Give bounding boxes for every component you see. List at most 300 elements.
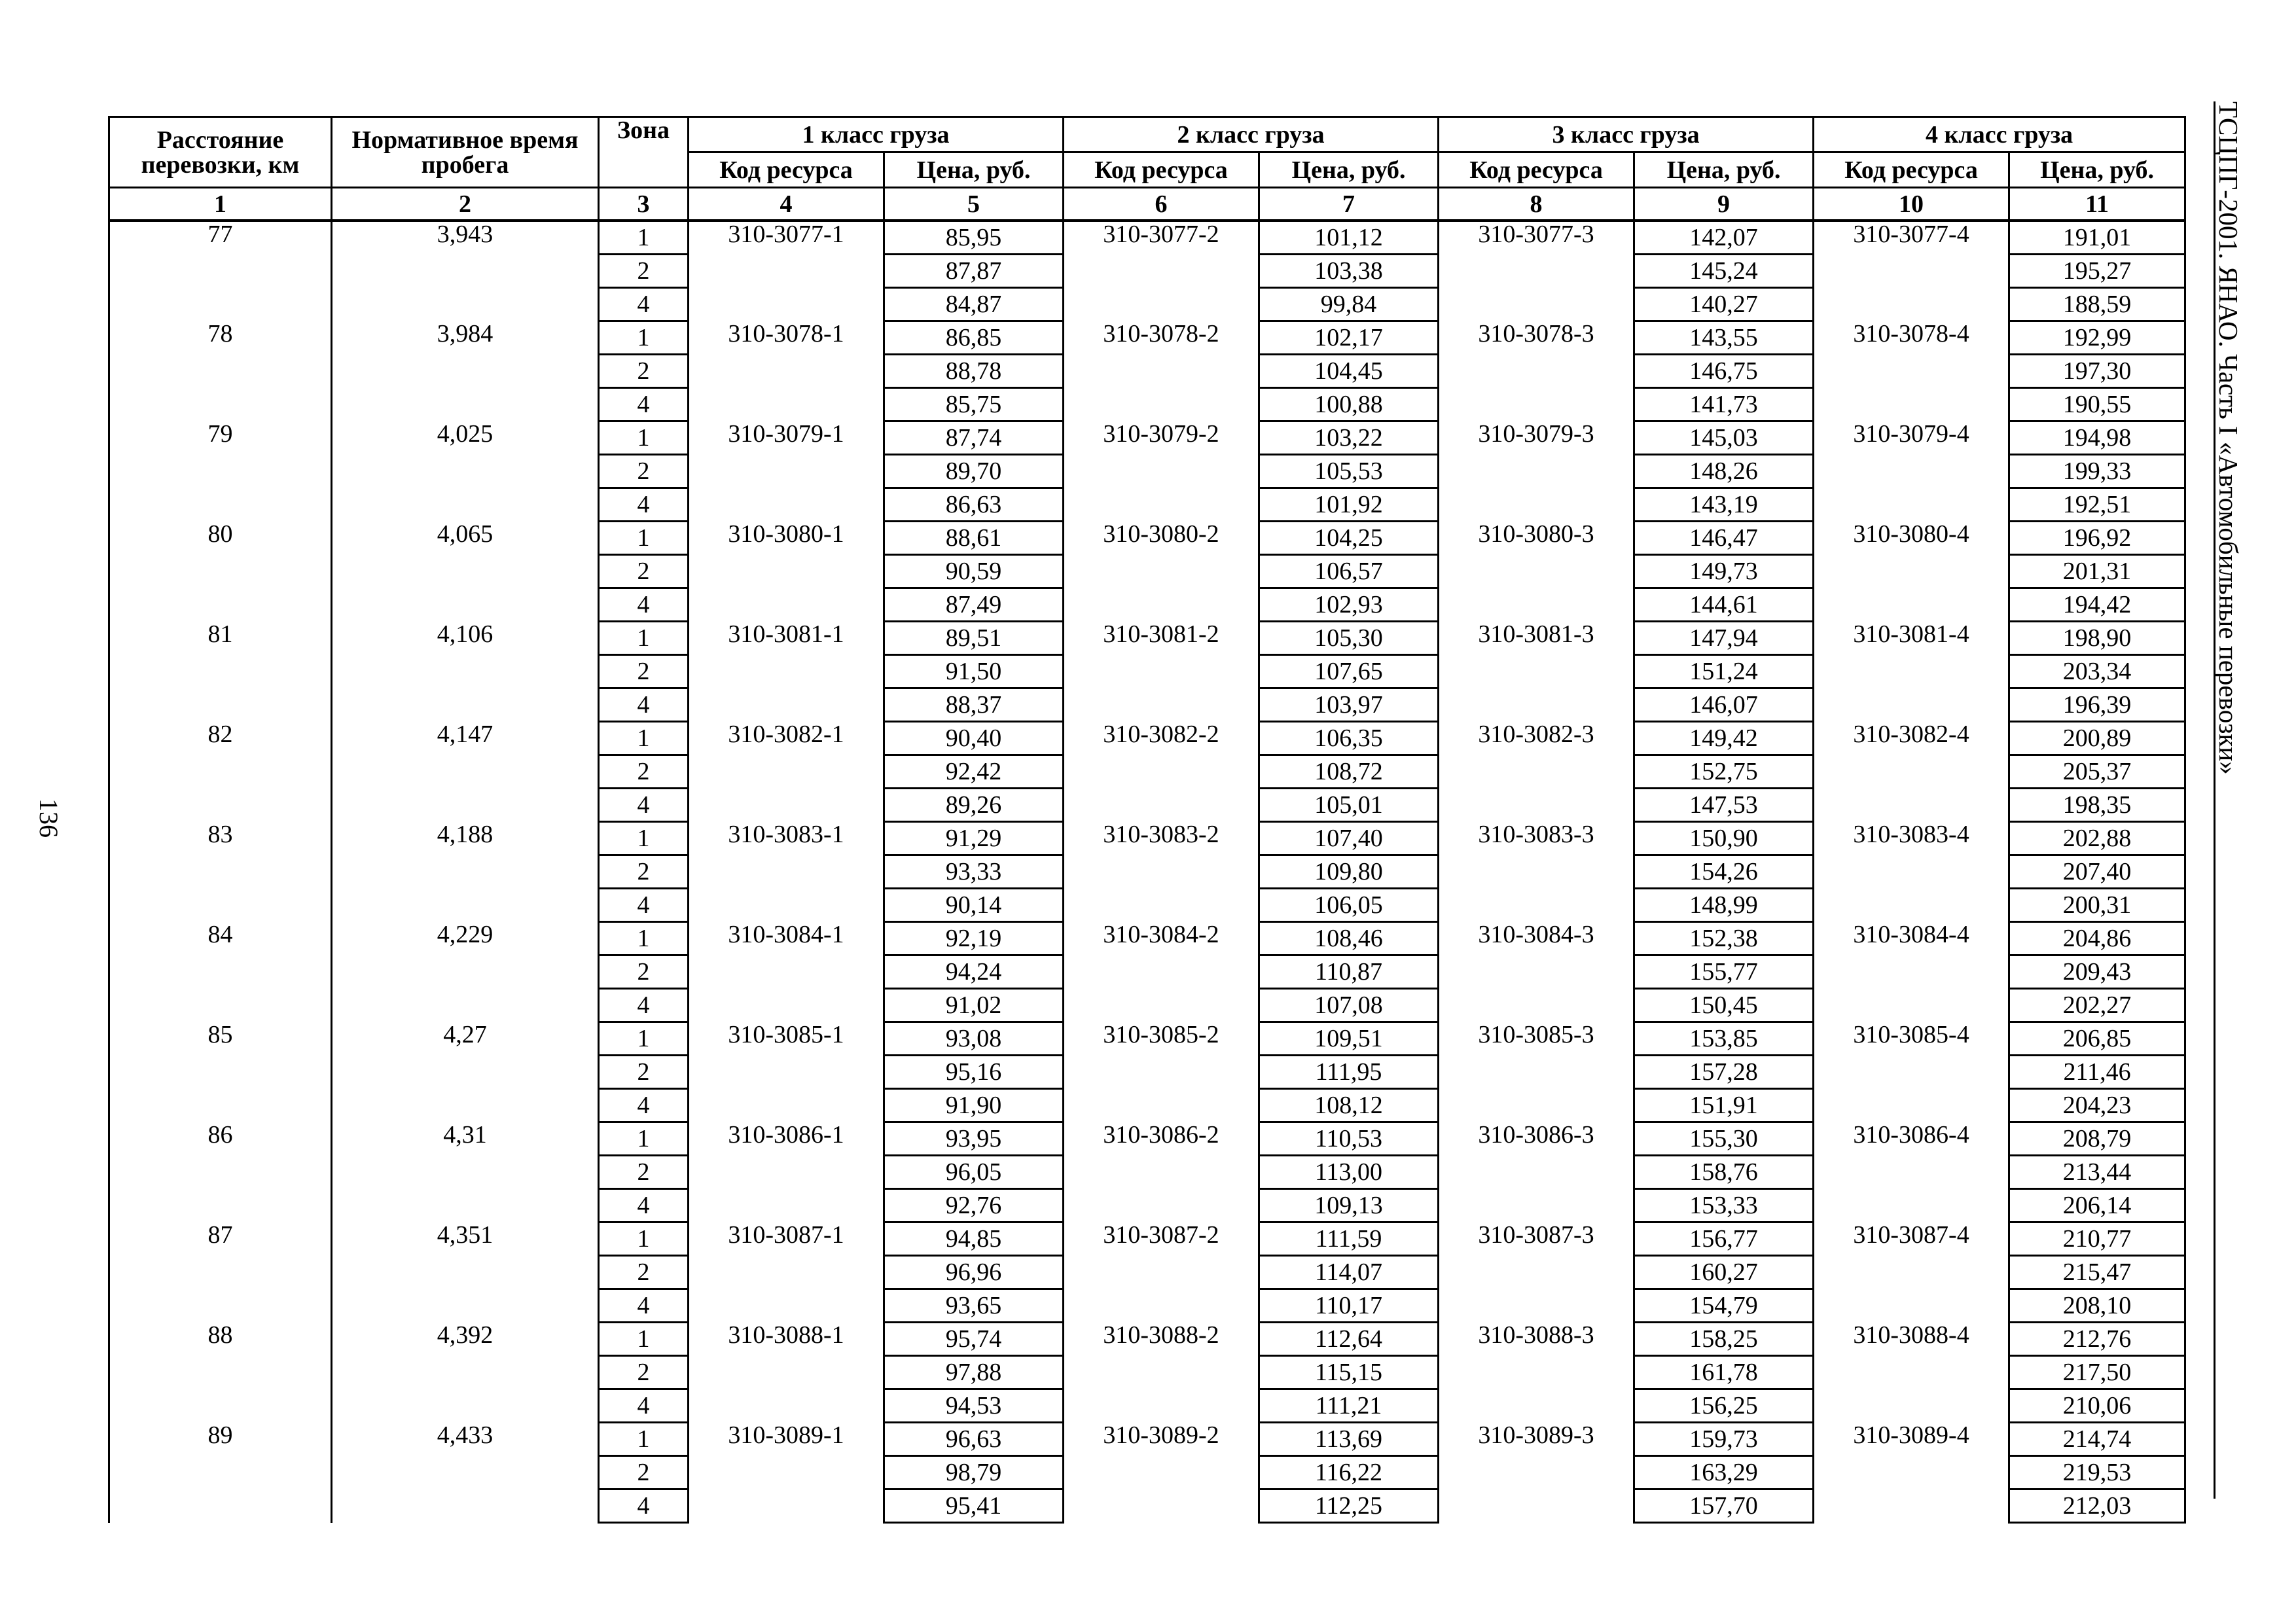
resource-code-cell: 310-3081-2 <box>1064 622 1259 722</box>
zone-cell: 4 <box>599 989 689 1022</box>
distance-cell: 82 <box>109 722 332 822</box>
header-class-4: 4 класс груза <box>1814 117 2185 152</box>
price-cell: 105,01 <box>1259 789 1439 822</box>
resource-code-cell: 310-3080-3 <box>1439 522 1634 622</box>
price-cell: 114,07 <box>1259 1256 1439 1289</box>
price-cell: 208,79 <box>2009 1122 2185 1156</box>
distance-cell: 83 <box>109 822 332 922</box>
price-cell: 102,93 <box>1259 588 1439 622</box>
price-cell: 149,42 <box>1634 722 1814 755</box>
table-row <box>109 622 2185 655</box>
price-cell: 147,53 <box>1634 789 1814 822</box>
price-cell: 200,31 <box>2009 889 2185 922</box>
price-cell: 91,29 <box>884 822 1064 855</box>
run-time-cell: 4,025 <box>332 421 599 522</box>
price-cell: 111,21 <box>1259 1389 1439 1423</box>
price-cell: 115,15 <box>1259 1356 1439 1389</box>
price-cell: 89,26 <box>884 789 1064 822</box>
price-cell: 113,69 <box>1259 1423 1439 1456</box>
price-cell: 202,88 <box>2009 822 2185 855</box>
zone-cell: 1 <box>599 522 689 555</box>
resource-code-cell: 310-3083-1 <box>689 822 884 922</box>
price-cell: 198,90 <box>2009 622 2185 655</box>
resource-code-cell: 310-3086-4 <box>1814 1122 2009 1222</box>
price-cell: 209,43 <box>2009 955 2185 989</box>
resource-code-cell: 310-3079-4 <box>1814 421 2009 522</box>
price-cell: 89,70 <box>884 455 1064 488</box>
price-cell: 88,37 <box>884 688 1064 722</box>
price-cell: 94,24 <box>884 955 1064 989</box>
price-cell: 101,92 <box>1259 488 1439 522</box>
price-cell: 188,59 <box>2009 288 2185 321</box>
column-number: 7 <box>1259 188 1439 221</box>
resource-code-cell: 310-3081-3 <box>1439 622 1634 722</box>
zone-cell: 4 <box>599 789 689 822</box>
price-cell: 206,85 <box>2009 1022 2185 1056</box>
price-cell: 85,75 <box>884 388 1064 421</box>
zone-cell: 2 <box>599 455 689 488</box>
price-table <box>108 116 2186 1524</box>
price-cell: 113,00 <box>1259 1156 1439 1189</box>
distance-cell: 78 <box>109 321 332 421</box>
price-cell: 94,85 <box>884 1222 1064 1256</box>
column-number: 1 <box>109 188 332 221</box>
column-number: 8 <box>1439 188 1634 221</box>
header-code: Код ресурса <box>1814 152 2009 188</box>
table-row <box>109 822 2185 855</box>
run-time-cell: 4,351 <box>332 1222 599 1323</box>
price-cell: 93,95 <box>884 1122 1064 1156</box>
distance-cell: 89 <box>109 1423 332 1523</box>
price-cell: 106,35 <box>1259 722 1439 755</box>
resource-code-cell: 310-3078-2 <box>1064 321 1259 421</box>
price-cell: 111,59 <box>1259 1222 1439 1256</box>
price-cell: 192,99 <box>2009 321 2185 355</box>
price-cell: 84,87 <box>884 288 1064 321</box>
run-time-cell: 4,392 <box>332 1323 599 1423</box>
resource-code-cell: 310-3087-1 <box>689 1222 884 1323</box>
price-cell: 161,78 <box>1634 1356 1814 1389</box>
price-cell: 158,76 <box>1634 1156 1814 1189</box>
resource-code-cell: 310-3077-3 <box>1439 221 1634 321</box>
price-cell: 106,57 <box>1259 555 1439 588</box>
resource-code-cell: 310-3077-2 <box>1064 221 1259 321</box>
resource-code-cell: 310-3083-4 <box>1814 822 2009 922</box>
zone-cell: 4 <box>599 1189 689 1222</box>
side-title: ТСЦПГ-2001. ЯНАО. Часть I «Автомобильные перевозки» <box>2214 101 2244 775</box>
price-cell: 213,44 <box>2009 1156 2185 1189</box>
resource-code-cell: 310-3079-3 <box>1439 421 1634 522</box>
table-row <box>109 1222 2185 1256</box>
zone-cell: 2 <box>599 755 689 789</box>
price-cell: 110,17 <box>1259 1289 1439 1323</box>
price-cell: 109,13 <box>1259 1189 1439 1222</box>
zone-cell: 1 <box>599 1122 689 1156</box>
price-cell: 153,33 <box>1634 1189 1814 1222</box>
price-cell: 212,76 <box>2009 1323 2185 1356</box>
price-cell: 92,76 <box>884 1189 1064 1222</box>
header-class-3: 3 класс груза <box>1439 117 1814 152</box>
price-cell: 210,77 <box>2009 1222 2185 1256</box>
distance-cell: 86 <box>109 1122 332 1222</box>
price-cell: 92,42 <box>884 755 1064 789</box>
resource-code-cell: 310-3088-1 <box>689 1323 884 1423</box>
price-cell: 97,88 <box>884 1356 1064 1389</box>
price-cell: 107,08 <box>1259 989 1439 1022</box>
distance-cell: 77 <box>109 221 332 321</box>
table-row <box>109 1423 2185 1456</box>
zone-cell: 1 <box>599 1222 689 1256</box>
price-cell: 153,85 <box>1634 1022 1814 1056</box>
resource-code-cell: 310-3087-2 <box>1064 1222 1259 1323</box>
price-cell: 87,74 <box>884 421 1064 455</box>
run-time-cell: 4,188 <box>332 822 599 922</box>
price-cell: 146,75 <box>1634 355 1814 388</box>
price-cell: 109,51 <box>1259 1022 1439 1056</box>
price-cell: 151,24 <box>1634 655 1814 688</box>
price-cell: 190,55 <box>2009 388 2185 421</box>
header-code: Код ресурса <box>1439 152 1634 188</box>
table-row <box>109 922 2185 955</box>
price-cell: 155,30 <box>1634 1122 1814 1156</box>
price-cell: 145,24 <box>1634 255 1814 288</box>
price-cell: 86,85 <box>884 321 1064 355</box>
resource-code-cell: 310-3084-3 <box>1439 922 1634 1022</box>
column-number: 11 <box>2009 188 2185 221</box>
zone-cell: 4 <box>599 688 689 722</box>
price-cell: 202,27 <box>2009 989 2185 1022</box>
zone-cell: 2 <box>599 855 689 889</box>
price-cell: 86,63 <box>884 488 1064 522</box>
price-cell: 147,94 <box>1634 622 1814 655</box>
price-cell: 93,08 <box>884 1022 1064 1056</box>
resource-code-cell: 310-3079-2 <box>1064 421 1259 522</box>
price-cell: 105,30 <box>1259 622 1439 655</box>
zone-cell: 4 <box>599 1089 689 1122</box>
run-time-cell: 4,27 <box>332 1022 599 1122</box>
price-cell: 196,39 <box>2009 688 2185 722</box>
resource-code-cell: 310-3089-1 <box>689 1423 884 1523</box>
resource-code-cell: 310-3085-2 <box>1064 1022 1259 1122</box>
run-time-cell: 4,065 <box>332 522 599 622</box>
price-cell: 157,28 <box>1634 1056 1814 1089</box>
price-cell: 144,61 <box>1634 588 1814 622</box>
table-row <box>109 321 2185 355</box>
run-time-cell: 4,31 <box>332 1122 599 1222</box>
resource-code-cell: 310-3082-1 <box>689 722 884 822</box>
zone-cell: 4 <box>599 889 689 922</box>
price-cell: 85,95 <box>884 221 1064 255</box>
header-code: Код ресурса <box>1064 152 1259 188</box>
price-cell: 91,02 <box>884 989 1064 1022</box>
price-cell: 107,40 <box>1259 822 1439 855</box>
table-header <box>109 117 2185 221</box>
price-cell: 201,31 <box>2009 555 2185 588</box>
price-cell: 99,84 <box>1259 288 1439 321</box>
resource-code-cell: 310-3084-4 <box>1814 922 2009 1022</box>
zone-cell: 1 <box>599 622 689 655</box>
zone-cell: 1 <box>599 221 689 255</box>
price-cell: 91,50 <box>884 655 1064 688</box>
price-cell: 196,92 <box>2009 522 2185 555</box>
price-cell: 154,26 <box>1634 855 1814 889</box>
price-cell: 98,79 <box>884 1456 1064 1489</box>
price-cell: 112,25 <box>1259 1489 1439 1523</box>
price-cell: 96,63 <box>884 1423 1064 1456</box>
header-price: Цена, руб. <box>884 152 1064 188</box>
resource-code-cell: 310-3089-3 <box>1439 1423 1634 1523</box>
resource-code-cell: 310-3087-4 <box>1814 1222 2009 1323</box>
run-time-cell: 3,943 <box>332 221 599 321</box>
price-cell: 205,37 <box>2009 755 2185 789</box>
price-cell: 93,65 <box>884 1289 1064 1323</box>
zone-cell: 4 <box>599 588 689 622</box>
resource-code-cell: 310-3088-4 <box>1814 1323 2009 1423</box>
price-cell: 100,88 <box>1259 388 1439 421</box>
price-cell: 156,25 <box>1634 1389 1814 1423</box>
header-class-1: 1 класс груза <box>689 117 1064 152</box>
zone-cell: 4 <box>599 1489 689 1523</box>
run-time-cell: 4,433 <box>332 1423 599 1523</box>
price-cell: 211,46 <box>2009 1056 2185 1089</box>
column-number: 9 <box>1634 188 1814 221</box>
resource-code-cell: 310-3081-4 <box>1814 622 2009 722</box>
header-price: Цена, руб. <box>1634 152 1814 188</box>
price-cell: 141,73 <box>1634 388 1814 421</box>
resource-code-cell: 310-3080-4 <box>1814 522 2009 622</box>
zone-cell: 1 <box>599 1022 689 1056</box>
distance-cell: 87 <box>109 1222 332 1323</box>
price-cell: 103,22 <box>1259 421 1439 455</box>
price-cell: 102,17 <box>1259 321 1439 355</box>
zone-cell: 1 <box>599 822 689 855</box>
resource-code-cell: 310-3078-4 <box>1814 321 2009 421</box>
zone-cell: 1 <box>599 321 689 355</box>
price-cell: 195,27 <box>2009 255 2185 288</box>
table-row <box>109 522 2185 555</box>
run-time-cell: 3,984 <box>332 321 599 421</box>
column-number: 4 <box>689 188 884 221</box>
price-cell: 192,51 <box>2009 488 2185 522</box>
price-cell: 95,74 <box>884 1323 1064 1356</box>
price-cell: 87,87 <box>884 255 1064 288</box>
price-cell: 90,40 <box>884 722 1064 755</box>
price-cell: 203,34 <box>2009 655 2185 688</box>
header-run-time: Нормативное время пробега <box>332 117 599 188</box>
price-cell: 155,77 <box>1634 955 1814 989</box>
price-cell: 163,29 <box>1634 1456 1814 1489</box>
table-row <box>109 1122 2185 1156</box>
price-cell: 107,65 <box>1259 655 1439 688</box>
price-cell: 146,07 <box>1634 688 1814 722</box>
price-cell: 87,49 <box>884 588 1064 622</box>
column-numbers-row <box>109 188 2185 221</box>
zone-cell: 4 <box>599 488 689 522</box>
price-cell: 110,53 <box>1259 1122 1439 1156</box>
price-cell: 109,80 <box>1259 855 1439 889</box>
price-cell: 104,25 <box>1259 522 1439 555</box>
price-cell: 106,05 <box>1259 889 1439 922</box>
zone-cell: 2 <box>599 655 689 688</box>
distance-cell: 85 <box>109 1022 332 1122</box>
price-cell: 208,10 <box>2009 1289 2185 1323</box>
zone-cell: 2 <box>599 355 689 388</box>
run-time-cell: 4,106 <box>332 622 599 722</box>
price-cell: 101,12 <box>1259 221 1439 255</box>
price-cell: 145,03 <box>1634 421 1814 455</box>
resource-code-cell: 310-3079-1 <box>689 421 884 522</box>
price-cell: 90,14 <box>884 889 1064 922</box>
price-cell: 108,72 <box>1259 755 1439 789</box>
price-cell: 88,78 <box>884 355 1064 388</box>
price-cell: 148,26 <box>1634 455 1814 488</box>
resource-code-cell: 310-3085-3 <box>1439 1022 1634 1122</box>
price-cell: 116,22 <box>1259 1456 1439 1489</box>
zone-cell: 1 <box>599 421 689 455</box>
table-row <box>109 421 2185 455</box>
column-number: 2 <box>332 188 599 221</box>
zone-cell: 2 <box>599 1256 689 1289</box>
price-cell: 207,40 <box>2009 855 2185 889</box>
zone-cell: 2 <box>599 1156 689 1189</box>
side-title-container <box>2214 101 2261 1499</box>
price-cell: 95,16 <box>884 1056 1064 1089</box>
resource-code-cell: 310-3080-1 <box>689 522 884 622</box>
price-cell: 91,90 <box>884 1089 1064 1122</box>
resource-code-cell: 310-3082-4 <box>1814 722 2009 822</box>
resource-code-cell: 310-3085-4 <box>1814 1022 2009 1122</box>
price-cell: 204,23 <box>2009 1089 2185 1122</box>
column-number: 10 <box>1814 188 2009 221</box>
column-number: 5 <box>884 188 1064 221</box>
header-distance: Расстояние перевозки, км <box>109 117 332 188</box>
price-cell: 88,61 <box>884 522 1064 555</box>
resource-code-cell: 310-3088-2 <box>1064 1323 1259 1423</box>
header-price: Цена, руб. <box>1259 152 1439 188</box>
price-cell: 210,06 <box>2009 1389 2185 1423</box>
price-cell: 140,27 <box>1634 288 1814 321</box>
price-cell: 104,45 <box>1259 355 1439 388</box>
zone-cell: 1 <box>599 922 689 955</box>
zone-cell: 2 <box>599 555 689 588</box>
resource-code-cell: 310-3082-2 <box>1064 722 1259 822</box>
column-number: 3 <box>599 188 689 221</box>
price-cell: 198,35 <box>2009 789 2185 822</box>
price-cell: 142,07 <box>1634 221 1814 255</box>
zone-cell: 1 <box>599 1423 689 1456</box>
header-price: Цена, руб. <box>2009 152 2185 188</box>
price-cell: 204,86 <box>2009 922 2185 955</box>
price-cell: 148,99 <box>1634 889 1814 922</box>
price-cell: 108,12 <box>1259 1089 1439 1122</box>
price-cell: 197,30 <box>2009 355 2185 388</box>
header-class-2: 2 класс груза <box>1064 117 1439 152</box>
zone-cell: 4 <box>599 1389 689 1423</box>
resource-code-cell: 310-3089-2 <box>1064 1423 1259 1523</box>
zone-cell: 4 <box>599 1289 689 1323</box>
distance-cell: 88 <box>109 1323 332 1423</box>
table-row <box>109 1022 2185 1056</box>
zone-cell: 2 <box>599 1456 689 1489</box>
price-cell: 151,91 <box>1634 1089 1814 1122</box>
price-cell: 158,25 <box>1634 1323 1814 1356</box>
price-cell: 112,64 <box>1259 1323 1439 1356</box>
header-code: Код ресурса <box>689 152 884 188</box>
resource-code-cell: 310-3083-2 <box>1064 822 1259 922</box>
zone-cell: 4 <box>599 388 689 421</box>
price-cell: 219,53 <box>2009 1456 2185 1489</box>
table-row <box>109 221 2185 255</box>
distance-cell: 80 <box>109 522 332 622</box>
distance-cell: 79 <box>109 421 332 522</box>
distance-cell: 81 <box>109 622 332 722</box>
distance-cell: 84 <box>109 922 332 1022</box>
price-cell: 95,41 <box>884 1489 1064 1523</box>
price-cell: 212,03 <box>2009 1489 2185 1523</box>
resource-code-cell: 310-3085-1 <box>689 1022 884 1122</box>
resource-code-cell: 310-3080-2 <box>1064 522 1259 622</box>
resource-code-cell: 310-3078-3 <box>1439 321 1634 421</box>
zone-cell: 4 <box>599 288 689 321</box>
resource-code-cell: 310-3083-3 <box>1439 822 1634 922</box>
header-zone: Зона <box>599 117 689 188</box>
zone-cell: 2 <box>599 1356 689 1389</box>
price-cell: 103,97 <box>1259 688 1439 722</box>
price-cell: 200,89 <box>2009 722 2185 755</box>
price-cell: 194,42 <box>2009 588 2185 622</box>
resource-code-cell: 310-3084-2 <box>1064 922 1259 1022</box>
price-cell: 199,33 <box>2009 455 2185 488</box>
price-cell: 96,05 <box>884 1156 1064 1189</box>
resource-code-cell: 310-3078-1 <box>689 321 884 421</box>
run-time-cell: 4,147 <box>332 722 599 822</box>
price-cell: 215,47 <box>2009 1256 2185 1289</box>
zone-cell: 1 <box>599 722 689 755</box>
price-cell: 152,38 <box>1634 922 1814 955</box>
zone-cell: 2 <box>599 1056 689 1089</box>
price-cell: 143,55 <box>1634 321 1814 355</box>
price-cell: 150,45 <box>1634 989 1814 1022</box>
resource-code-cell: 310-3086-2 <box>1064 1122 1259 1222</box>
price-cell: 152,75 <box>1634 755 1814 789</box>
resource-code-cell: 310-3077-4 <box>1814 221 2009 321</box>
price-cell: 92,19 <box>884 922 1064 955</box>
resource-code-cell: 310-3077-1 <box>689 221 884 321</box>
page-number: 136 <box>34 798 64 838</box>
zone-cell: 2 <box>599 955 689 989</box>
price-cell: 89,51 <box>884 622 1064 655</box>
resource-code-cell: 310-3081-1 <box>689 622 884 722</box>
price-cell: 217,50 <box>2009 1356 2185 1389</box>
resource-code-cell: 310-3086-1 <box>689 1122 884 1222</box>
price-cell: 93,33 <box>884 855 1064 889</box>
resource-code-cell: 310-3086-3 <box>1439 1122 1634 1222</box>
price-cell: 108,46 <box>1259 922 1439 955</box>
price-cell: 105,53 <box>1259 455 1439 488</box>
run-time-cell: 4,229 <box>332 922 599 1022</box>
price-cell: 103,38 <box>1259 255 1439 288</box>
price-cell: 146,47 <box>1634 522 1814 555</box>
price-cell: 96,96 <box>884 1256 1064 1289</box>
price-cell: 110,87 <box>1259 955 1439 989</box>
table-row <box>109 722 2185 755</box>
price-cell: 143,19 <box>1634 488 1814 522</box>
table-body <box>109 221 2185 1523</box>
price-cell: 191,01 <box>2009 221 2185 255</box>
price-cell: 90,59 <box>884 555 1064 588</box>
price-cell: 94,53 <box>884 1389 1064 1423</box>
price-cell: 154,79 <box>1634 1289 1814 1323</box>
